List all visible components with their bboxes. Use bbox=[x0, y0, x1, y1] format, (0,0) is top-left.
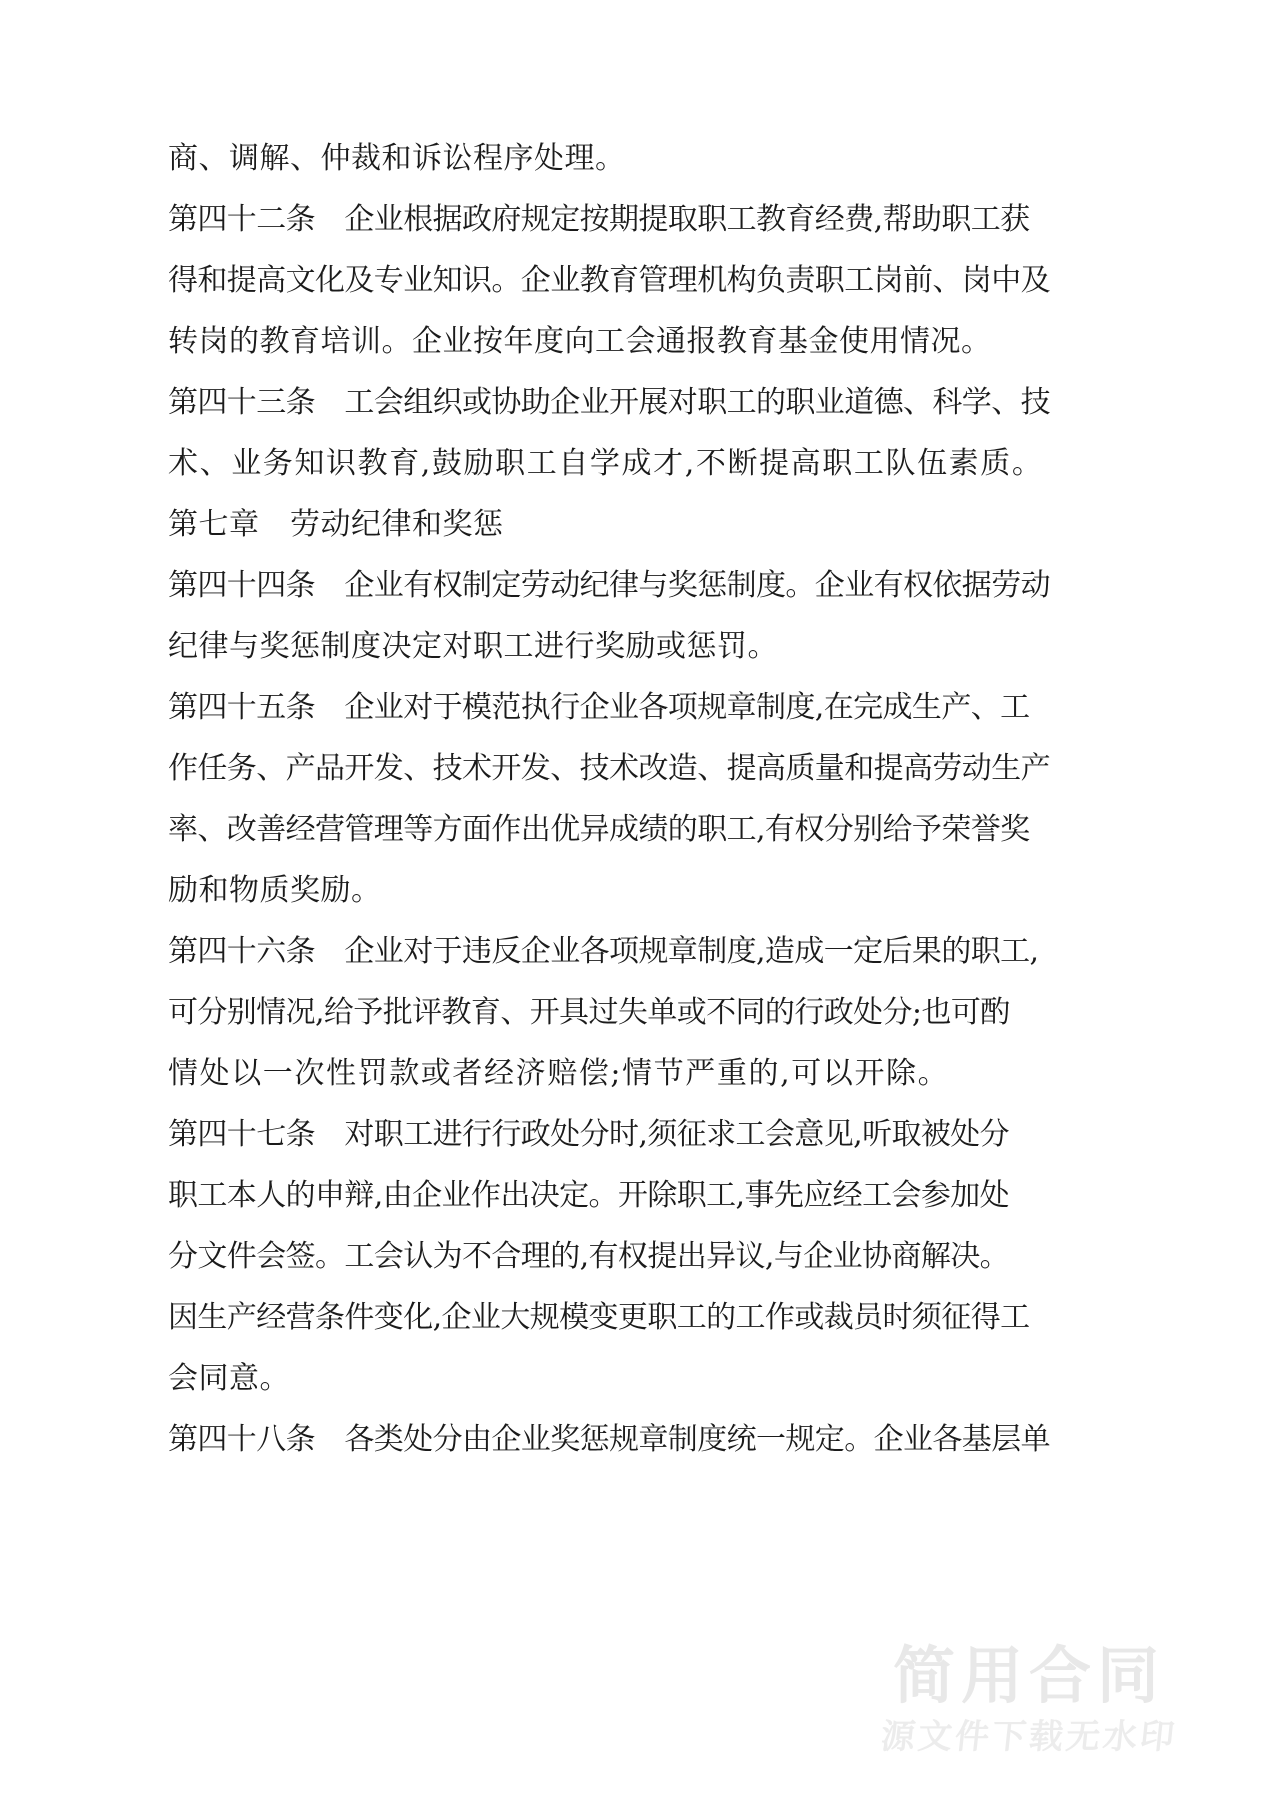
document-text-line: 第四十五条 企业对于模范执行企业各项规章制度,在完成生产、工 bbox=[168, 690, 1030, 725]
document-text-line: 第四十四条 企业有权制定劳动纪律与奖惩制度。企业有权依据劳动 bbox=[168, 568, 1050, 603]
document-text-line: 第四十八条 各类处分由企业奖惩规章制度统一规定。企业各基层单 bbox=[168, 1422, 1050, 1457]
document-text-line: 纪律与奖惩制度决定对职工进行奖励或惩罚。 bbox=[168, 629, 778, 664]
document-text-line: 术、业务知识教育,鼓励职工自学成才,不断提高职工队伍素质。 bbox=[168, 446, 1044, 481]
document-text-line: 会同意。 bbox=[168, 1361, 290, 1396]
document-text-line: 励和物质奖励。 bbox=[168, 873, 382, 908]
document-text-line: 分文件会签。工会认为不合理的,有权提出异议,与企业协商解决。 bbox=[168, 1239, 1010, 1274]
document-text-line: 商、调解、仲裁和诉讼程序处理。 bbox=[168, 141, 626, 176]
document-text-line: 因生产经营条件变化,企业大规模变更职工的工作或裁员时须征得工 bbox=[168, 1300, 1030, 1335]
watermark-subtitle-text: 源文件下载无水印 bbox=[878, 1717, 1180, 1758]
document-text-body bbox=[168, 128, 1050, 1470]
watermark bbox=[814, 1639, 1244, 1762]
document-text-line: 第四十三条 工会组织或协助企业开展对职工的职业道德、科学、技 bbox=[168, 385, 1050, 420]
document-text-line: 情处以一次性罚款或者经济赔偿;情节严重的,可以开除。 bbox=[168, 1056, 950, 1091]
document-text-line: 作任务、产品开发、技术开发、技术改造、提高质量和提高劳动生产 bbox=[168, 751, 1050, 786]
document-text-line: 第四十六条 企业对于违反企业各项规章制度,造成一定后果的职工, bbox=[168, 934, 1039, 969]
document-text-line: 得和提高文化及专业知识。企业教育管理机构负责职工岗前、岗中及 bbox=[168, 263, 1050, 298]
document-text-line: 率、改善经营管理等方面作出优异成绩的职工,有权分别给予荣誉奖 bbox=[168, 812, 1030, 847]
document-text-line: 第四十二条 企业根据政府规定按期提取职工教育经费,帮助职工获 bbox=[168, 202, 1030, 237]
document-text-line: 可分别情况,给予批评教育、开具过失单或不同的行政处分;也可酌 bbox=[168, 995, 1010, 1030]
document-text-line: 转岗的教育培训。企业按年度向工会通报教育基金使用情况。 bbox=[168, 324, 992, 359]
watermark-brand-text: 简用合同 bbox=[892, 1639, 1165, 1713]
document-text-line: 职工本人的申辩,由企业作出决定。开除职工,事先应经工会参加处 bbox=[168, 1178, 1010, 1213]
document-text-line: 第七章 劳动纪律和奖惩 bbox=[168, 507, 504, 542]
document-text-line: 第四十七条 对职工进行行政处分时,须征求工会意见,听取被处分 bbox=[168, 1117, 1010, 1152]
